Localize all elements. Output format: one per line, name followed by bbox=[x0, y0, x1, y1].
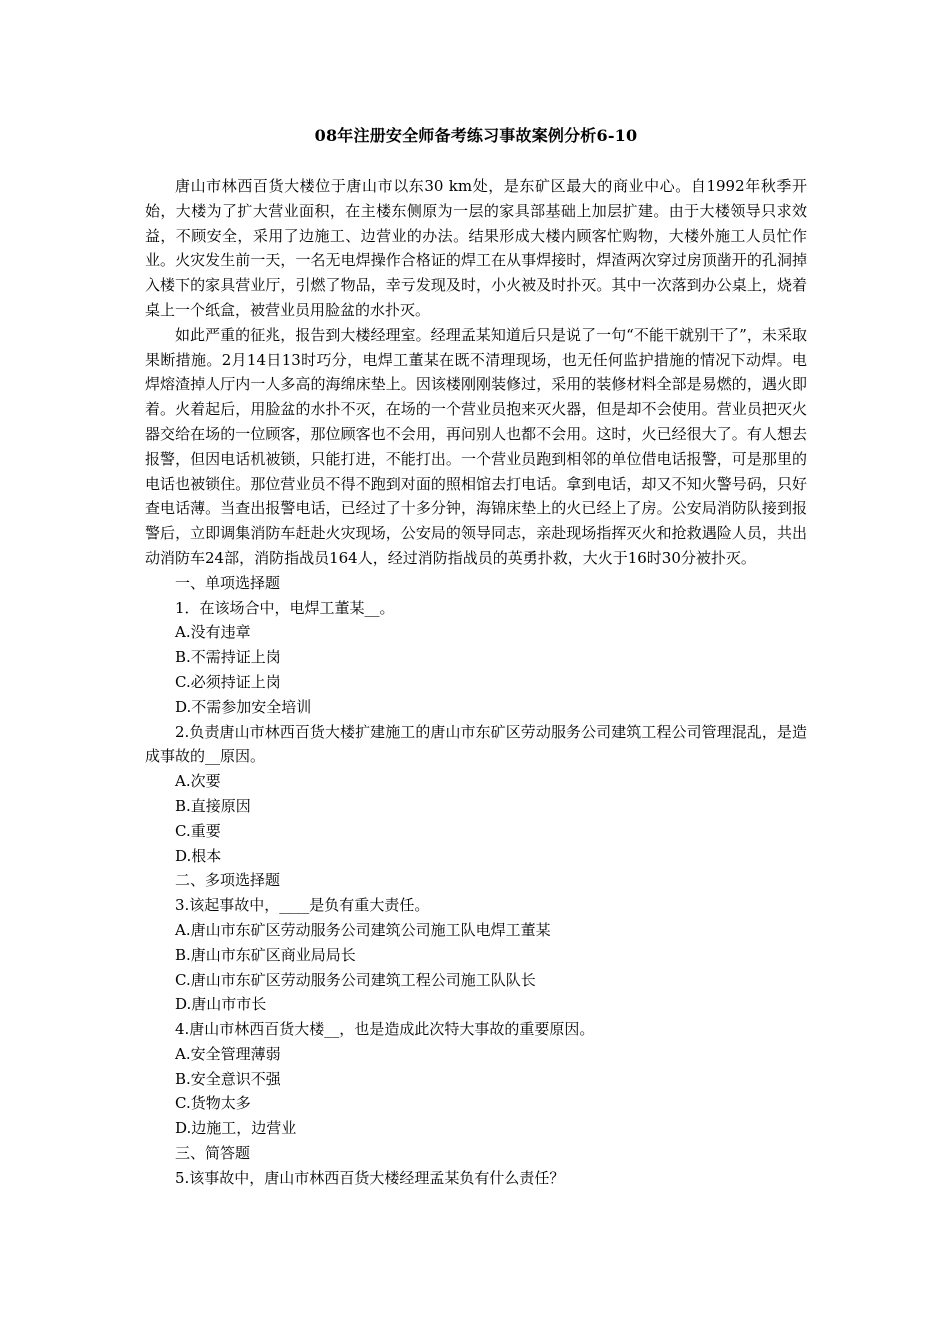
question-4-option-c: C.货物太多 bbox=[175, 1094, 251, 1113]
question-3-option-a: A.唐山市东矿区劳动服务公司建筑公司施工队电焊工董某 bbox=[175, 920, 551, 939]
question-1-option-c: C.必须持证上岗 bbox=[175, 672, 281, 691]
question-2: 2.负责唐山市林西百货大楼扩建施工的唐山市东矿区劳动服务公司建筑工程公司管理混乱，是造成事故的__原因。 bbox=[145, 722, 807, 766]
question-3-option-b: B.唐山市东矿区商业局局长 bbox=[175, 945, 356, 964]
question-4-option-b: B.安全意识不强 bbox=[175, 1069, 281, 1088]
question-2-option-b: B.直接原因 bbox=[175, 796, 251, 815]
section-heading-short-answer: 三、简答题 bbox=[175, 1144, 251, 1163]
question-5: 5.该事故中，唐山市林西百货大楼经理孟某负有什么责任？ bbox=[175, 1168, 565, 1187]
question-2-option-a: A.次要 bbox=[175, 772, 221, 791]
section-heading-multiple-choice: 二、多项选择题 bbox=[175, 871, 281, 890]
question-1-option-d: D.不需参加安全培训 bbox=[175, 697, 312, 716]
question-2-option-c: C.重要 bbox=[175, 821, 221, 840]
paragraph-1: 唐山市林西百货大楼位于唐山市以东30 km处，是东矿区最大的商业中心。自1992年秋季开始，大楼为了扩大营业面积，在主楼东侧原为一层的家具部基础上加层扩建。由于大楼领导只求效益，不顾安全，采用了边施工、边营业的办法。结果形成大楼内顾客忙购物，大楼外施工人员忙作业。火灾发生前一天，一名无电焊操作合格证的焊工在从事焊接时，焊渣两次穿过房顶凿开的孔洞掉入楼下的家具营业厅，引燃了物品，幸亏发现及时，小火被及时扑灭。其中一次落到办公桌上，烧着桌上一个纸盒，被营业员用脸盆的水扑灭。 bbox=[145, 177, 807, 319]
question-4-option-a: A.安全管理薄弱 bbox=[175, 1044, 281, 1063]
question-1-option-b: B.不需持证上岗 bbox=[175, 648, 281, 667]
section-heading-single-choice: 一、单项选择题 bbox=[175, 573, 281, 592]
question-3: 3.该起事故中，____是负有重大责任。 bbox=[175, 896, 430, 915]
question-1: 1．在该场合中，电焊工董某__。 bbox=[175, 598, 395, 617]
document-page bbox=[145, 124, 807, 1191]
question-1-option-a: A.没有违章 bbox=[175, 623, 251, 642]
question-4-option-d: D.边施工，边营业 bbox=[175, 1119, 297, 1138]
paragraph-2: 如此严重的征兆，报告到大楼经理室。经理孟某知道后只是说了一句“不能干就别干了”，未采取果断措施。2月14日13时巧分，电焊工董某在既不清理现场，也无任何监护措施的情况下动焊。电焊熔渣掉人厅内一人多高的海绵床垫上。因该楼刚刚装修过，采用的装修材料全部是易燃的，遇火即着。火着起后，用脸盆的水扑不灭，在场的一个营业员抱来灭火器，但是却不会使用。营业员把灭火器交给在场的一位顾客，那位顾客也不会用，再问别人也都不会用。这时，火已经很大了。有人想去报警，但因电话机被锁，只能打进，不能打出。一个营业员跑到相邻的单位借电话报警，可是那里的电话也被锁住。那位营业员不得不跑到对面的照相馆去打电话。拿到电话，却又不知火警号码，只好查电话薄。当查出报警电话，已经过了十多分钟，海锦床垫上的火已经上了房。公安局消防队接到报警后，立即调集消防车赶赴火灾现场，公安局的领导同志，亲赴现场指挥灭火和抢救遇险人员，共出动消防车24部，消防指战员164人，经过消防指战员的英勇扑救，大火于16时30分被扑灭。 bbox=[145, 325, 807, 567]
question-2-option-d: D.根本 bbox=[175, 846, 222, 865]
question-3-option-c: C.唐山市东矿区劳动服务公司建筑工程公司施工队队长 bbox=[175, 970, 536, 989]
question-3-option-d: D.唐山市市长 bbox=[175, 995, 267, 1014]
document-title: 08年注册安全师备考练习事故案例分析6-10 bbox=[314, 126, 638, 145]
question-4: 4.唐山市林西百货大楼__，也是造成此次特大事故的重要原因。 bbox=[175, 1020, 595, 1039]
